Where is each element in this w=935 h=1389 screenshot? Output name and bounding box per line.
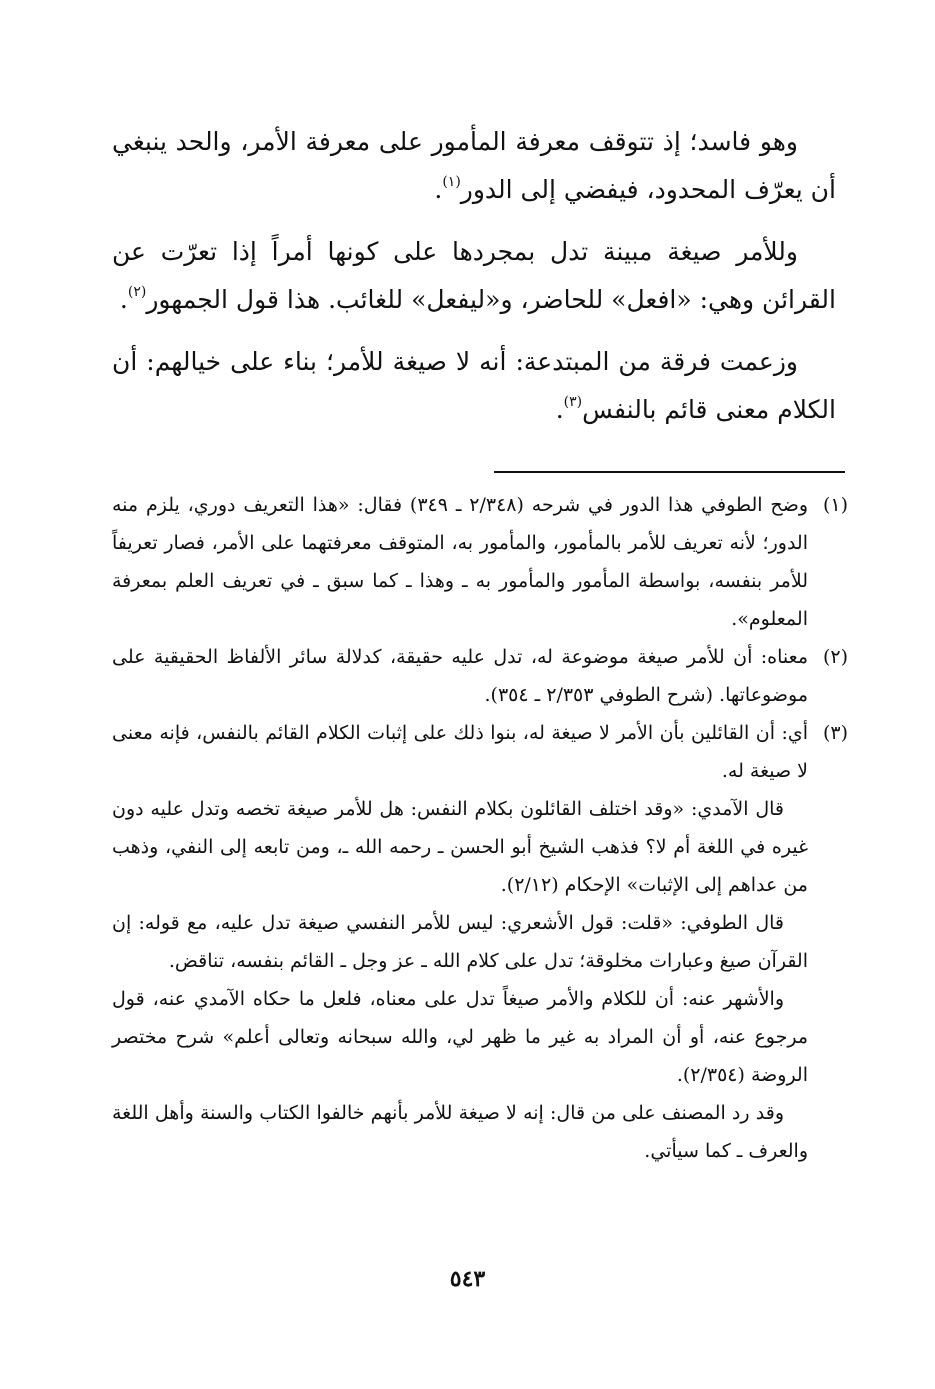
footnote-marker: (٣): [822, 722, 848, 744]
footnote-quote-tufi: قال الطوفي: «قلت: قول الأشعري: ليس للأمر النفسي صيغة تدل عليه، مع قوله: إن القرآن صيغ وعبارات مخلوقة؛ تدل على كلام الله ـ عز وجل ـ القائم بنفسه، تناقض.: [112, 912, 808, 972]
main-paragraph-3: وزعمت فرقة من المبتدعة: أنه لا صيغة للأمر؛ بناء على خيالهم: أن الكلام معنى قائم بالنفس$^{(٣)}$.: [112, 347, 836, 424]
footnote-marker: (١): [822, 494, 848, 516]
footnote-3: [112, 714, 848, 1170]
footnote-body: [112, 486, 808, 638]
main-paragraph-1: وهو فاسد؛ إذ تتوقف معرفة المأمور على معرفة الأمر، والحد ينبغي أن يعرّف المحدود، فيفضي إلى الدور$^{(١)}$.: [112, 127, 836, 204]
footnote-ref-3: (٣): [563, 394, 583, 410]
footnote-paragraph: وضح الطوفي هذا الدور في شرحه (٢/٣٤٨ ـ ٣٤٩) فقال: «هذا التعريف دوري، يلزم منه الدور؛ لأنه تعريف للأمر بالمأمور، والمأمور به، المتوقف معرفتهما على الأمر، فصار تعريفاً للأمر بنفسه، بواسطة المأمور والمأمور به ـ وهذا ـ كما سبق ـ في تعريف العلم بمعرفة المعلوم».: [112, 494, 808, 630]
page-number: ٥٤٣: [449, 1266, 486, 1292]
footnote-marker: (٢): [822, 646, 848, 668]
footnote-quote-tufi-continued: والأشهر عنه: أن للكلام والأمر صيغاً تدل على معناه، فلعل ما حكاه الآمدي عنه، قول مرجوع عنه، أو أن المراد به غير ما ظهر لي، والله سبحانه وتعالى أعلم» شرح مختصر الروضة (٢/٣٥٤).: [112, 988, 809, 1086]
footnote-1: [112, 486, 848, 638]
footnote-2: [112, 638, 848, 714]
footnote-paragraph: معناه: أن للأمر صيغة موضوعة له، تدل عليه حقيقة، كدلالة سائر الألفاظ الحقيقية على موضوعاتها. (شرح الطوفي ٢/٣٥٣ ـ ٣٥٤).: [112, 646, 808, 706]
footnote-ref-2: (٢): [127, 284, 147, 300]
footnote-paragraph: أي: أن القائلين بأن الأمر لا صيغة له، بنوا ذلك على إثبات الكلام القائم بالنفس، فإنه معنى لا صيغة له.: [112, 722, 808, 782]
footnote-ref-1: (١): [442, 174, 461, 190]
footnote-closing-note: وقد رد المصنف على من قال: إنه لا صيغة للأمر بأنهم خالفوا الكتاب والسنة وأهل اللغة والعرف ـ كما سيأتي.: [112, 1102, 808, 1162]
footnotes-section: [112, 486, 848, 1170]
footnote-separator: [494, 471, 845, 473]
main-text-body: [112, 118, 836, 448]
footnote-body: [112, 638, 808, 714]
footnote-quote-amidi: قال الآمدي: «وقد اختلف القائلون بكلام النفس: هل للأمر صيغة تخصه وتدل عليه دون غيره في اللغة أم لا؟ فذهب الشيخ أبو الحسن ـ رحمه الله ـ، ومن تابعه إلى النفي، وذهب من عداهم إلى الإثبات» الإحكام (٢/١٢).: [112, 798, 808, 896]
footnote-body: [112, 714, 808, 1170]
main-paragraph-2: وللأمر صيغة مبينة تدل بمجردها على كونها أمراً إذا تعرّت عن القرائن وهي: «افعل» للحاضر، و«ليفعل» للغائب. هذا قول الجمهور$^{(٢)}$.: [112, 237, 836, 314]
